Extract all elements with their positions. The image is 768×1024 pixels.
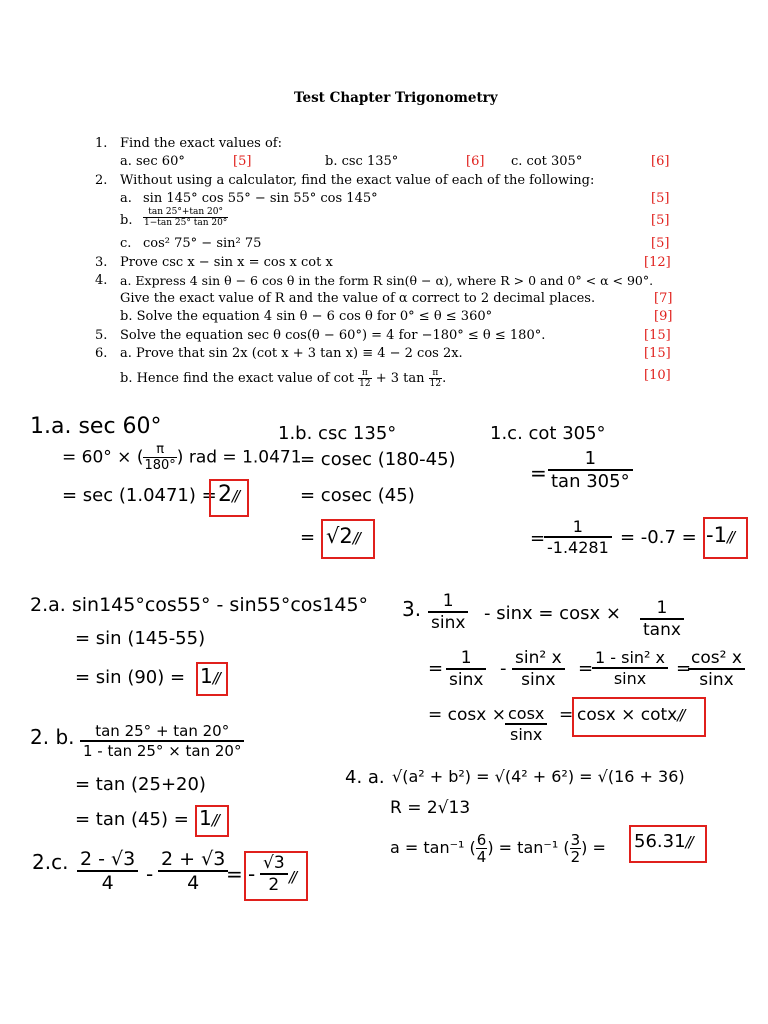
q2b-denominator: 1−tan 25° tan 20°: [144, 218, 228, 228]
answer-4a-frac1-den: 4: [476, 848, 487, 866]
answer-2b-denominator: 1 - tan 25° × tan 20°: [83, 742, 242, 760]
q3-text: Prove csc x − sin x = cos x cot x: [120, 255, 333, 270]
answer-2a-heading: 2.a. sin145°cos55° - sin55°cos145°: [30, 594, 369, 616]
answer-4a-final: [634, 831, 692, 852]
answer-1c-value: -1: [706, 523, 727, 547]
answer-2b-mark: //: [211, 811, 218, 829]
q6b-frac1-den: 12: [359, 379, 371, 389]
answer-3-r1-middle: - sinx = cosx ×: [484, 603, 621, 624]
answer-1a-mark: //: [232, 487, 239, 505]
q2-text: Without using a calculator, find the exact value of each of the following:: [120, 173, 595, 188]
q4a-marks: [7]: [654, 291, 673, 306]
answer-2a-value: 1: [200, 664, 213, 688]
q2a-text: sin 145° cos 55° − sin 55° cos 145°: [143, 191, 378, 206]
answer-1c-middle: = -0.7 =: [620, 527, 697, 548]
answer-3-value: cosx × cotx: [577, 705, 678, 725]
answer-3-r2-frac1-num: 1: [446, 648, 486, 670]
answer-1b-value: √2: [326, 524, 353, 548]
answer-2b-heading: 2. b.: [30, 725, 75, 749]
answer-4a-value: 56.31: [634, 831, 686, 852]
answer-4a-frac2-den: 2: [570, 848, 581, 866]
answer-2b-line1: = tan (25+20): [75, 774, 206, 795]
q2-number: 2.: [95, 173, 108, 188]
q6b-frac1-num: π: [358, 368, 371, 379]
q6b-frac2-den: 12: [429, 379, 442, 389]
answer-2a-final: [200, 664, 219, 688]
answer-1a-line2: = sec (1.0471) =: [62, 485, 217, 506]
answer-1a-heading: 1.a. sec 60°: [30, 414, 162, 439]
answer-3-r1-frac1-num: 1: [428, 591, 468, 613]
answer-3-heading: 3.: [402, 597, 422, 621]
answer-1c-heading: 1.c. cot 305°: [490, 423, 606, 444]
q2b-label: b.: [120, 213, 133, 228]
answer-3-r2-frac2-num: sin² x: [512, 648, 565, 670]
answer-1c-frac1: [548, 448, 633, 492]
answer-1c-final: [706, 523, 733, 547]
answer-2c-sign: -: [248, 862, 256, 886]
q4a-text: a. Express 4 sin θ − 6 cos θ in the form R sin(θ − α), where R > 0 and 0° < α < 90°.: [120, 273, 654, 288]
q4a-continued: Give the exact value of R and the value of α correct to 2 decimal places.: [120, 291, 596, 306]
answer-3-r1-frac1: [428, 591, 468, 633]
q1-text: Find the exact values of:: [120, 136, 282, 151]
answer-1c-frac2: [544, 517, 612, 557]
answer-4a-line3-post: ) =: [581, 838, 606, 857]
answer-3-mark: //: [677, 706, 684, 724]
answer-2c-mark: //: [289, 868, 296, 886]
answer-3-r1-frac2-num: 1: [640, 598, 684, 620]
answer-2c-answer-frac: [260, 853, 288, 895]
q4b-text: b. Solve the equation 4 sin θ − 6 cos θ for 0° ≤ θ ≤ 360°: [120, 309, 493, 324]
answer-2b-value: 1: [199, 806, 212, 830]
answer-2c-frac2: [158, 848, 228, 894]
answer-3-r2-frac1: [446, 648, 486, 690]
q6b-text: [120, 368, 446, 389]
answer-4a-heading: 4. a.: [345, 767, 385, 788]
q6b-frac2-num: π: [429, 368, 442, 379]
answer-2a-mark: //: [212, 669, 219, 687]
answer-1b-line3: =: [300, 527, 316, 548]
answer-3-r2-eq: =: [428, 658, 444, 679]
answer-1c-frac1-num: 1: [548, 448, 633, 471]
q2b-numerator: tan 25°+tan 20°: [143, 207, 228, 218]
answer-4a-line3-mid: ) = tan⁻¹ (: [487, 838, 570, 857]
q5-number: 5.: [95, 328, 108, 343]
answer-3-r3-pre: = cosx ×: [428, 705, 506, 725]
answer-1a-final: [218, 482, 238, 507]
answer-3-r2-eq3: =: [676, 658, 692, 679]
q6b-prefix: b. Hence find the exact value of cot: [120, 371, 354, 386]
answer-4a-line2: R = 2√13: [390, 798, 471, 818]
answer-2c-frac2-den: 4: [187, 872, 200, 894]
answer-2b-line2: = tan (45) =: [75, 809, 189, 830]
q6a-marks: [15]: [644, 346, 671, 361]
q1a-marks: [5]: [233, 154, 252, 169]
answer-3-final: [577, 705, 683, 725]
answer-4a-line3: [390, 832, 606, 865]
answer-3-r2-frac3-num: 1 - sin² x: [592, 648, 668, 669]
q4-number: 4.: [95, 273, 108, 288]
q3-number: 3.: [95, 255, 108, 270]
q2b-fraction: [143, 207, 228, 228]
answer-1b-final: [326, 524, 359, 548]
q1b-marks: [6]: [466, 154, 485, 169]
answer-4a-line3-pre: a = tan⁻¹ (: [390, 838, 476, 857]
answer-1a-value: 2: [218, 482, 232, 507]
answer-2c-frac1-num: 2 - √3: [77, 848, 138, 872]
answer-3-r2-frac1-den: sinx: [449, 670, 484, 690]
answer-1b-mark: //: [352, 529, 359, 547]
answer-2c-heading: 2.c.: [32, 850, 69, 874]
q1b-text: b. csc 135°: [325, 154, 399, 169]
answer-3-r2-frac4-den: sinx: [699, 670, 734, 690]
answer-3-r3-frac: [505, 704, 547, 744]
answer-3-r3-frac-den: sinx: [510, 725, 543, 744]
answer-1a-line1-pre: = 60° × (: [62, 447, 144, 468]
answer-4a-line1: √(a² + b²) = √(4² + 6²) = √(16 + 36): [392, 767, 685, 786]
answer-1a-180: 180°: [144, 458, 176, 473]
answer-3-r2-frac3: [592, 648, 668, 688]
answer-2a-line1: = sin (145-55): [75, 628, 206, 649]
answer-3-r1-frac2: [640, 598, 684, 640]
q3-marks: [12]: [644, 255, 671, 270]
answer-1c-frac2-den: -1.4281: [547, 538, 609, 557]
answer-2a-line2: = sin (90) =: [75, 667, 186, 688]
answer-1c-mark: //: [726, 528, 734, 546]
q6a-text: a. Prove that sin 2x (cot x + 3 tan x) ≡ 4 − 2 cos 2x.: [120, 346, 463, 361]
q2a-marks: [5]: [651, 191, 670, 206]
answer-3-r2-frac2: [512, 648, 565, 690]
q6-number: 6.: [95, 346, 108, 361]
answer-1c-eq2: =: [530, 528, 546, 549]
answer-3-r1-frac2-den: tanx: [643, 620, 681, 640]
q1-number: 1.: [95, 136, 108, 151]
answer-2b-numerator: tan 25° + tan 20°: [80, 722, 244, 742]
q2c-label: c.: [120, 236, 132, 251]
q1c-text: c. cot 305°: [511, 154, 583, 169]
q1c-marks: [6]: [651, 154, 670, 169]
answer-1c-frac1-den: tan 305°: [551, 471, 630, 492]
answer-2b-fraction: [80, 722, 244, 760]
answer-2c-frac1: [77, 848, 138, 894]
answer-1b-heading: 1.b. csc 135°: [278, 423, 397, 444]
answer-2c-minus: -: [146, 862, 154, 886]
q4b-marks: [9]: [654, 309, 673, 324]
answer-1a-pi: π: [143, 442, 176, 458]
answer-4a-frac1-num: 6: [476, 831, 487, 849]
answer-3-r2-frac3-den: sinx: [613, 669, 647, 688]
answer-4a-frac2-num: 3: [570, 831, 581, 849]
q5-marks: [15]: [644, 328, 671, 343]
q2c-marks: [5]: [651, 236, 670, 251]
answer-3-r3-frac-num: cosx: [505, 704, 547, 725]
answer-1c-frac2-num: 1: [544, 517, 612, 538]
answer-2b-final: [199, 806, 218, 830]
page-title: Test Chapter Trigonometry: [294, 90, 498, 106]
answer-4a-mark: //: [685, 833, 692, 851]
answer-3-r3-eq: =: [559, 705, 574, 725]
q6b-marks: [10]: [644, 368, 671, 383]
answer-1b-line2: = cosec (45): [300, 485, 415, 506]
answer-2c-answer-num: √3: [260, 853, 288, 875]
answer-3-r2-eq2: =: [578, 658, 594, 679]
q1a-text: a. sec 60°: [120, 154, 185, 169]
answer-2c-frac1-den: 4: [101, 872, 114, 894]
q6b-middle: + 3 tan: [375, 371, 425, 386]
answer-2c-eq: =: [226, 862, 243, 886]
q2a-label: a.: [120, 191, 132, 206]
answer-3-r2-frac4: [688, 648, 745, 690]
q5-text: Solve the equation sec θ cos(θ − 60°) = 4 for −180° ≤ θ ≤ 180°.: [120, 328, 546, 343]
q6b-end: .: [442, 371, 447, 386]
answer-1b-line1: = cosec (180-45): [300, 449, 456, 470]
q2c-text: cos² 75° − sin² 75: [143, 236, 262, 251]
answer-1c-eq: =: [530, 461, 547, 485]
answer-3-r2-minus: -: [500, 658, 507, 679]
answer-2c-answer-den: 2: [268, 875, 280, 895]
answer-3-r2-frac4-num: cos² x: [688, 648, 745, 670]
answer-2c-frac2-num: 2 + √3: [158, 848, 228, 872]
answer-3-r1-frac1-den: sinx: [431, 613, 466, 633]
answer-1a-line1-post: ) rad = 1.0471: [176, 447, 302, 468]
answer-3-r2-frac2-den: sinx: [521, 670, 556, 690]
answer-1a-line1: [62, 442, 302, 473]
q2b-marks: [5]: [651, 213, 670, 228]
